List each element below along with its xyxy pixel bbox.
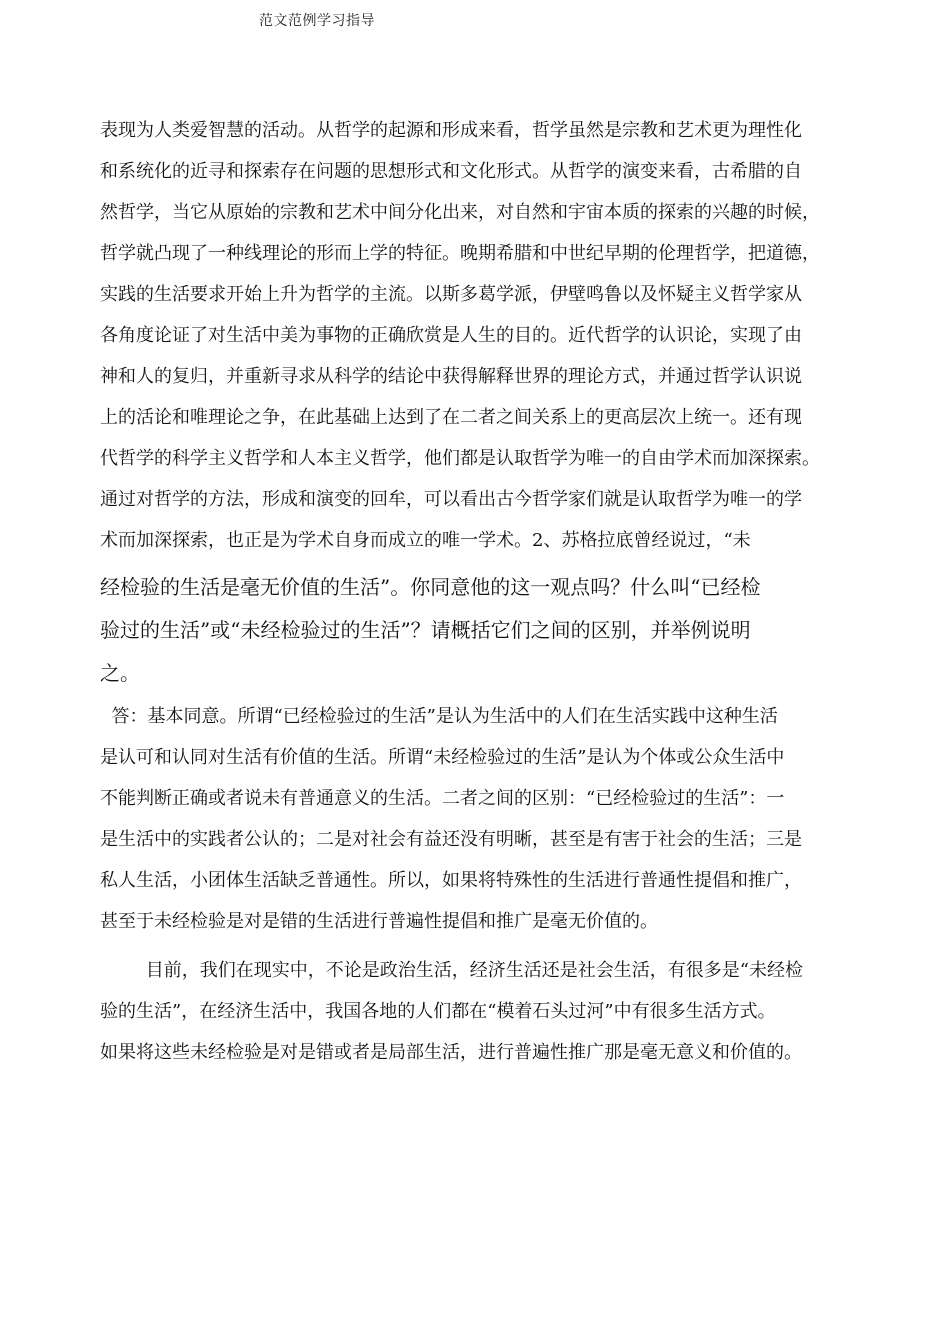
text-line: 代哲学的科学主义哲学和人本主义哲学，他们都是认取哲学为唯一的自由学术而加深探索。 bbox=[100, 448, 820, 469]
paragraph-line: 目前，我们在现实中，不论是政治生活，经济生活还是社会生活，有很多是“未经检 bbox=[100, 960, 803, 981]
text-line: 术而加深探索，也正是为学术自身而成立的唯一学术。2、苏格拉底曾经说过，“未 bbox=[100, 530, 751, 551]
text-line: 神和人的复归，并重新寻求从科学的结论中获得解释世界的理论方式，并通过哲学认识说 bbox=[100, 366, 802, 387]
paragraph-line: 验的生活”，在经济生活中，我国各地的人们都在“模着石头过河”中有很多生活方式。 bbox=[100, 1001, 776, 1022]
text-line: 表现为人类爱智慧的活动。从哲学的起源和形成来看，哲学虽然是宗教和艺术更为理性化 bbox=[100, 120, 802, 141]
text-line: 和系统化的近寻和探索存在问题的思想形式和文化形式。从哲学的演变来看，古希腊的自 bbox=[100, 161, 802, 182]
text-line: 各角度论证了对生活中美为事物的正确欣赏是人生的目的。近代哲学的认识论，实现了由 bbox=[100, 325, 802, 346]
answer-line: 甚至于未经检验是对是错的生活进行普遍性提倡和推广是毫无价值的。 bbox=[100, 911, 658, 932]
text-line: 通过对哲学的方法，形成和演变的回牟，可以看出古今哲学家们就是认取哲学为唯一的学 bbox=[100, 489, 802, 510]
text-line: 哲学就凸现了一种线理论的形而上学的特征。晚期希腊和中世纪早期的伦理哲学，把道德， bbox=[100, 243, 820, 264]
paragraph-line: 如果将这些未经检验是对是错或者是局部生活，进行普遍性推广那是毫无意义和价值的。 bbox=[100, 1042, 802, 1063]
text-line: 上的活论和唯理论之争，在此基础上达到了在二者之间关系上的更高层次上统一。还有现 bbox=[100, 407, 802, 428]
answer-line: 是生活中的实践者公认的；二是对社会有益还没有明晰，甚至是有害于社会的生活；三是 bbox=[100, 829, 802, 850]
question-line: 经检验的生活是毫无价值的生活”。你同意他的这一观点吗？什么叫“已经检 bbox=[100, 575, 761, 599]
question-line: 验过的生活”或“未经检验过的生活”？请概括它们之间的区别，并举例说明 bbox=[100, 618, 751, 642]
text-line: 然哲学，当它从原始的宗教和艺术中间分化出来，对自然和宇宙本质的探索的兴趣的时候， bbox=[100, 202, 820, 223]
question-line: 之。 bbox=[100, 661, 140, 685]
text-line: 实践的生活要求开始上升为哲学的主流。以斯多葛学派，伊壁鸣鲁以及怀疑主义哲学家从 bbox=[100, 284, 802, 305]
answer-line: 私人生活，小团体生活缺乏普通性。所以，如果将特殊性的生活进行普通性提倡和推广， bbox=[100, 870, 802, 891]
page-header-title: 范文范例学习指导 bbox=[259, 13, 375, 29]
answer-line: 不能判断正确或者说未有普通意义的生活。二者之间的区别：“已经检验过的生活”：一 bbox=[100, 788, 785, 809]
answer-line: 答：基本同意。所谓“已经检验过的生活”是认为生活中的人们在生活实践中这种生活 bbox=[100, 706, 778, 727]
answer-line: 是认可和认同对生活有价值的生活。所谓“未经检验过的生活”是认为个体或公众生活中 bbox=[100, 747, 785, 768]
